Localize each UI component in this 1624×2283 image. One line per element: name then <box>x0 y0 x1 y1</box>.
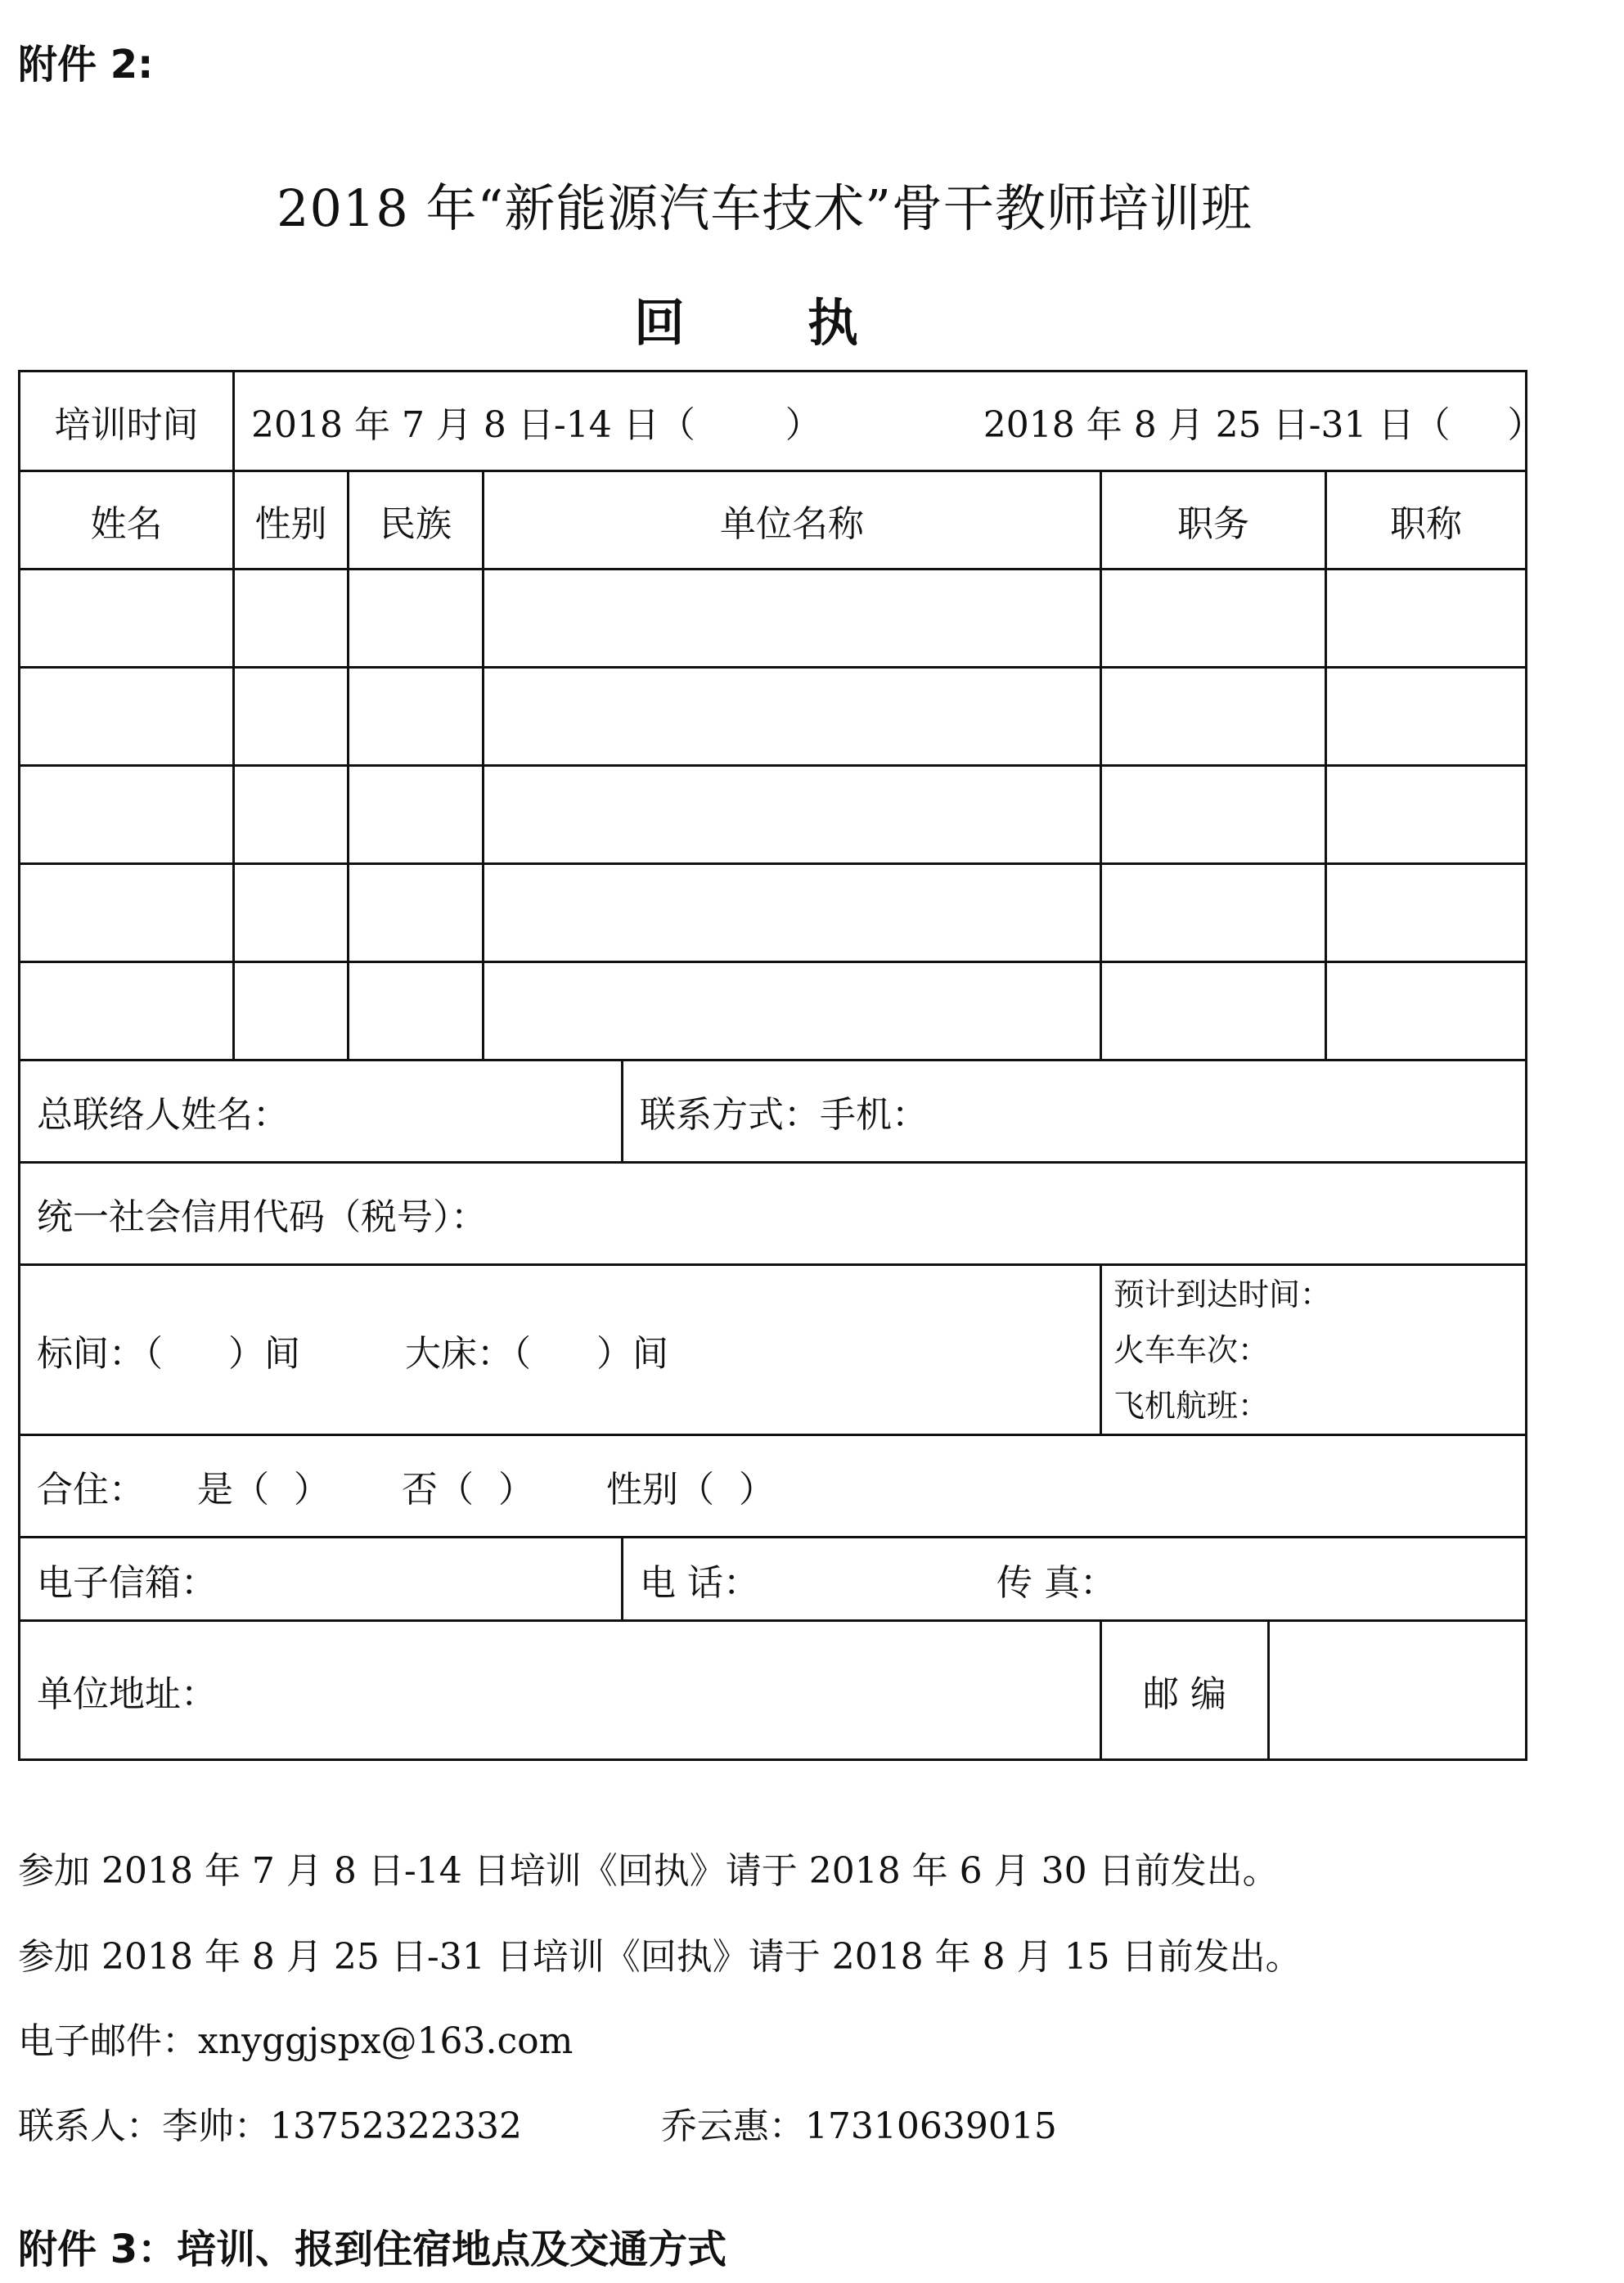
share-room-label: 合住： <box>37 1469 145 1511</box>
email-field[interactable]: 电子信箱： <box>20 1538 623 1621</box>
big-bed-label: 大床：（ <box>405 1332 531 1375</box>
big-bed-unit: ）间 <box>596 1332 668 1375</box>
attendee-row <box>20 570 1527 668</box>
session-1-text: 2018 年 7 月 8 日-14 日（ <box>251 403 695 446</box>
cell-title[interactable] <box>1326 766 1527 864</box>
cell-organization[interactable] <box>484 962 1101 1060</box>
cell-ethnicity[interactable] <box>349 570 484 668</box>
cell-name[interactable] <box>20 570 234 668</box>
credit-code-field[interactable]: 统一社会信用代码（税号）： <box>20 1163 1527 1265</box>
header-ethnicity: 民族 <box>349 471 484 570</box>
header-title: 职称 <box>1326 471 1527 570</box>
cell-gender[interactable] <box>234 668 349 766</box>
session-1-close: ） <box>785 403 821 446</box>
header-organization: 单位名称 <box>484 471 1101 570</box>
cell-ethnicity[interactable] <box>349 864 484 962</box>
room-row <box>20 1265 1527 1435</box>
cell-ethnicity[interactable] <box>349 766 484 864</box>
header-row <box>20 471 1527 570</box>
note-email: 电子邮件：xnyggjspx@163.com <box>18 2020 574 2062</box>
training-time-label: 培训时间 <box>20 371 234 471</box>
cell-organization[interactable] <box>484 864 1101 962</box>
contact-row <box>20 1060 1527 1163</box>
cell-title[interactable] <box>1326 570 1527 668</box>
attachment-2-label: 附件 2: <box>18 42 154 88</box>
cell-position[interactable] <box>1101 766 1326 864</box>
training-time-row <box>20 371 1527 471</box>
header-position: 职务 <box>1101 471 1326 570</box>
session-2-close: ） <box>1507 403 1544 446</box>
attendee-row <box>20 766 1527 864</box>
arrival-time-label: 预计到达时间： <box>1113 1276 1332 1313</box>
note-line-1: 参加 2018 年 7 月 8 日-14 日培训《回执》请于 2018 年 6 月 30 日前发出。 <box>18 1850 1279 1892</box>
address-row <box>20 1621 1527 1760</box>
document-subtitle: 回执 <box>634 293 982 353</box>
cell-organization[interactable] <box>484 668 1101 766</box>
cell-position[interactable] <box>1101 570 1326 668</box>
share-no-option: 否（ <box>402 1469 474 1511</box>
header-gender: 性别 <box>234 471 349 570</box>
contact-1: 李帅：13752322332 <box>162 2105 522 2147</box>
cell-position[interactable] <box>1101 962 1326 1060</box>
cell-title[interactable] <box>1326 864 1527 962</box>
attendee-row <box>20 864 1527 962</box>
cell-title[interactable] <box>1326 962 1527 1060</box>
receipt-form-table <box>18 370 1544 1761</box>
share-gender-option: 性别（ <box>606 1469 714 1511</box>
share-no-close: ） <box>498 1469 534 1511</box>
room-type-field[interactable] <box>20 1265 1101 1435</box>
standard-room-label: 标间：（ <box>37 1332 163 1375</box>
phone-fax-field[interactable] <box>623 1538 1527 1621</box>
cell-name[interactable] <box>20 668 234 766</box>
cell-gender[interactable] <box>234 570 349 668</box>
attendee-row <box>20 962 1527 1060</box>
cell-title[interactable] <box>1326 668 1527 766</box>
postcode-label: 邮 编 <box>1101 1621 1269 1760</box>
share-room-field[interactable] <box>20 1435 1527 1538</box>
share-gender-close: ） <box>739 1469 775 1511</box>
contact-label: 联系人： <box>18 2105 162 2147</box>
cell-position[interactable] <box>1101 864 1326 962</box>
cell-name[interactable] <box>20 766 234 864</box>
attachment-3-heading: 附件 3：培训、报到住宿地点及交通方式 <box>18 2227 727 2272</box>
share-room-row <box>20 1435 1527 1538</box>
cell-ethnicity[interactable] <box>349 668 484 766</box>
postcode-field[interactable] <box>1269 1621 1527 1760</box>
note-line-2: 参加 2018 年 8 月 25 日-31 日培训《回执》请于 2018 年 8 月 15 日前发出。 <box>18 1936 1302 1978</box>
session-2-text: 2018 年 8 月 25 日-31 日（ <box>983 403 1451 446</box>
cell-name[interactable] <box>20 864 234 962</box>
share-yes-option: 是（ <box>197 1469 269 1511</box>
cell-organization[interactable] <box>484 766 1101 864</box>
attendee-row <box>20 668 1527 766</box>
fax-label: 传 真： <box>996 1561 1116 1604</box>
arrival-info-field[interactable] <box>1101 1265 1527 1435</box>
training-time-options[interactable] <box>234 371 1544 471</box>
flight-number-label: 飞机航班： <box>1113 1387 1270 1424</box>
cell-ethnicity[interactable] <box>349 962 484 1060</box>
header-name: 姓名 <box>20 471 234 570</box>
cell-organization[interactable] <box>484 570 1101 668</box>
phone-label: 电 话： <box>640 1561 759 1604</box>
standard-room-unit: ）间 <box>228 1332 300 1375</box>
share-yes-close: ） <box>294 1469 330 1511</box>
contact-2: 乔云惠：17310639015 <box>660 2105 1057 2147</box>
cell-position[interactable] <box>1101 668 1326 766</box>
email-phone-row <box>20 1538 1527 1621</box>
credit-code-row <box>20 1163 1527 1265</box>
address-field[interactable]: 单位地址： <box>20 1621 1101 1760</box>
contact-name-field[interactable]: 总联络人姓名： <box>20 1060 623 1163</box>
cell-gender[interactable] <box>234 766 349 864</box>
cell-gender[interactable] <box>234 962 349 1060</box>
cell-gender[interactable] <box>234 864 349 962</box>
train-number-label: 火车车次： <box>1113 1331 1270 1368</box>
cell-name[interactable] <box>20 962 234 1060</box>
document-title: 2018 年“新能源汽车技术”骨干教师培训班 <box>277 178 1253 238</box>
contact-phone-field[interactable]: 联系方式：手机： <box>623 1060 1527 1163</box>
note-contacts <box>18 2096 1057 2149</box>
